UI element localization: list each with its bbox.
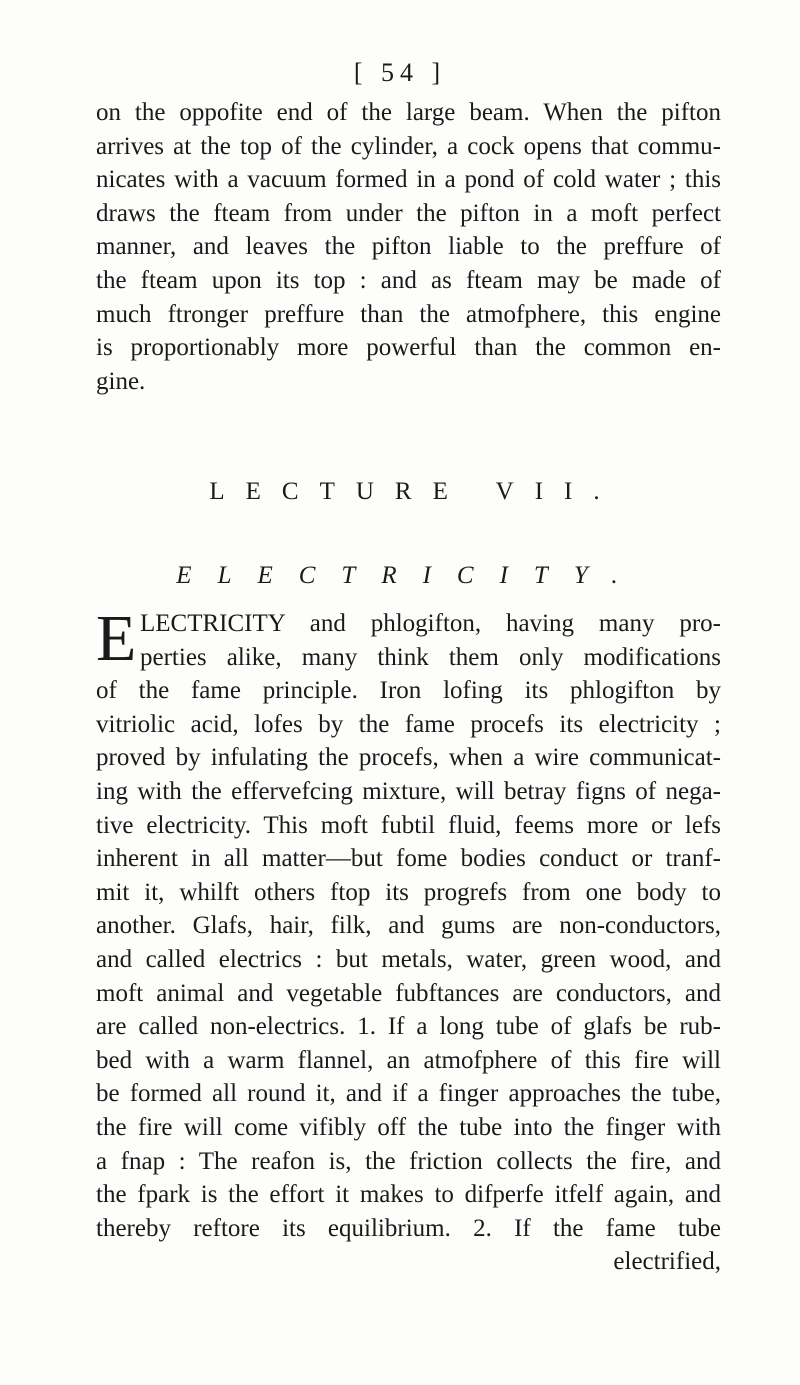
text-line: be formed all round it, and if a finger approaches the tube,	[96, 1080, 721, 1108]
text-line: manner, and leaves the pifton liable to the preffure of	[96, 233, 721, 261]
text-line: much ftronger preffure than the atmofphere, this engine	[96, 300, 721, 328]
text-line: the fpark is the effort it makes to difperfe itfelf again, and	[96, 1181, 721, 1209]
text-line: tive electricity. This moft fubtil fluid, feems more or lefs	[96, 811, 721, 839]
paragraph-body-lines	[96, 674, 721, 1279]
text-line: nicates with a vacuum formed in a pond of cold water ; this	[96, 166, 721, 194]
text-line: is proportionably more powerful than the common en-	[96, 334, 721, 362]
text-line: LECTRICITY and phlogifton, having many pro-	[140, 610, 721, 637]
paragraph-steam-engine	[96, 96, 721, 398]
text-line: bed with a warm flannel, an atmofphere of this fire will	[96, 1046, 721, 1074]
text-line: a fnap : The reafon is, the friction collects the fire, and	[96, 1147, 721, 1175]
text-line: perties alike, many think them only modifications	[140, 643, 721, 671]
text-line: of the fame principle. Iron lofing its phlogifton by	[96, 677, 721, 705]
paragraph-electricity	[96, 602, 721, 1279]
text-line: are called non-electrics. 1. If a long tube of glafs be rub-	[96, 1013, 721, 1041]
text-line: ing with the effervefcing mixture, will betray figns of nega-	[96, 777, 721, 805]
lecture-heading: LECTURE VII.	[209, 478, 621, 505]
text-line: moft animal and vegetable fubftances are conductors, and	[96, 979, 721, 1007]
text-line: on the oppofite end of the large beam. When the pifton	[96, 99, 721, 126]
text-line: arrives at the top of the cylinder, a cock opens that commu-	[96, 132, 721, 160]
drop-cap: E	[96, 602, 137, 675]
text-line: the fteam upon its top : and as fteam may be made of	[96, 266, 721, 294]
catchword: electrified,	[613, 1248, 721, 1276]
text-line: mit it, whilft others ftop its progrefs from one body to	[96, 878, 721, 906]
text-line: inherent in all matter—but fome bodies conduct or tranf-	[96, 845, 721, 873]
text-line: thereby reftore its equilibrium. 2. If the fame tube	[96, 1214, 721, 1242]
text-line: draws the fteam from under the pifton in a moft perfect	[96, 199, 721, 227]
text-line: gine.	[96, 367, 146, 395]
text-line: the fire will come vifibly off the tube into the finger with	[96, 1113, 721, 1141]
text-line: and called electrics : but metals, water, green wood, and	[96, 945, 721, 973]
paragraph-opening-lines	[96, 602, 721, 675]
subject-heading: ELECTRICITY.	[176, 562, 644, 589]
text-line: another. Glafs, hair, filk, and gums are non-conductors,	[96, 912, 721, 940]
text-line: proved by infulating the procefs, when a wire communicat-	[96, 744, 721, 772]
page-number-header: [ 54 ]	[353, 58, 447, 87]
text-line: vitriolic acid, lofes by the fame procefs its electricity ;	[96, 710, 721, 738]
